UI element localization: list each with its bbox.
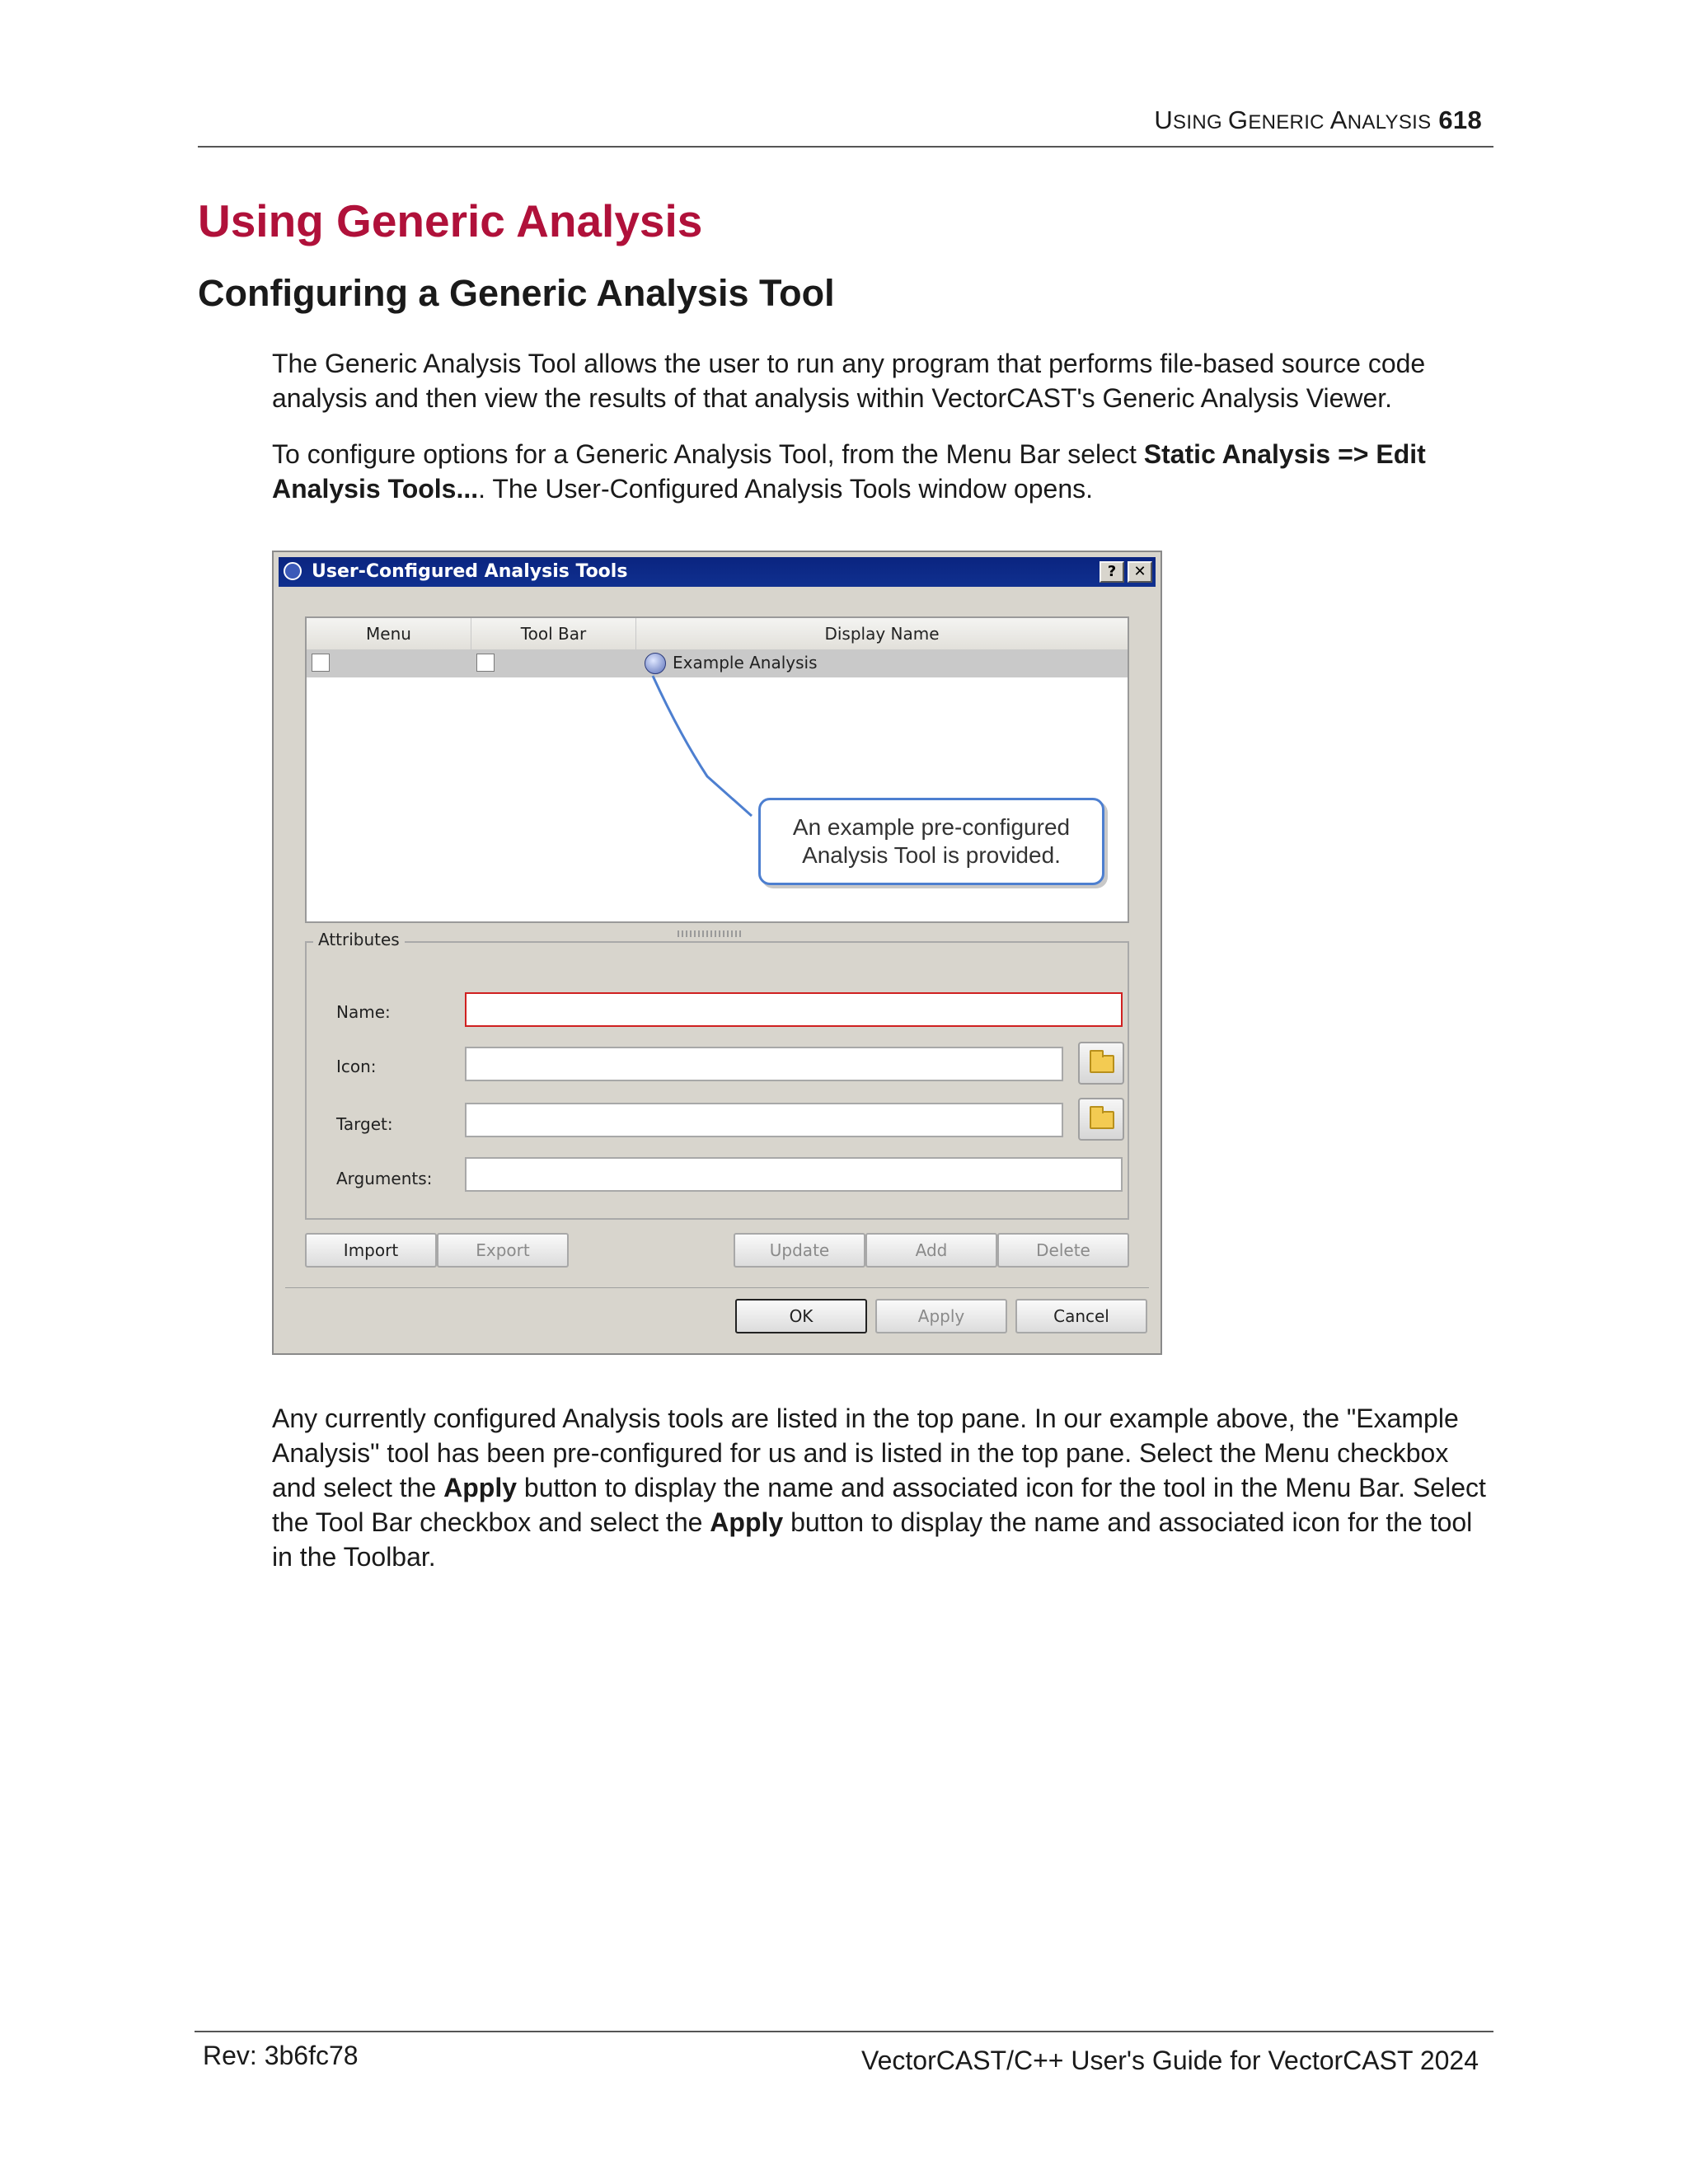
attributes-group — [305, 930, 1129, 1220]
page-title: Using Generic Analysis — [198, 195, 703, 246]
paragraph-text: button to display the name and associated icon for the tool in the Toolbar. — [272, 1507, 1473, 1572]
callout-note — [758, 798, 1104, 885]
arguments-field[interactable] — [465, 1157, 1123, 1192]
configure-paragraph — [272, 437, 1492, 506]
dialog-titlebar[interactable] — [279, 557, 1156, 587]
running-header-part: U — [1154, 105, 1174, 134]
paragraph-text: Any currently configured Analysis tools are listed in the top pane. In our example above, the "Example Analysis" tool has been pre-configured for us and is listed in the top pane. Select the Menu checkbox and select the — [272, 1404, 1459, 1502]
arguments-label: Arguments: — [336, 1169, 433, 1188]
apply-emphasis: Apply — [710, 1507, 784, 1537]
callout-line: An example pre-configured — [792, 814, 1071, 840]
folder-icon — [1090, 1111, 1114, 1129]
revision: Rev: 3b6fc78 — [203, 2041, 359, 2070]
icon-browse-button[interactable] — [1078, 1042, 1124, 1085]
paragraph-text: To configure options for a Generic Analysis Tool, from the Menu Bar select — [272, 439, 1144, 469]
paragraph-text: . The User-Configured Analysis Tools window opens. — [478, 474, 1094, 504]
ok-button[interactable]: OK — [735, 1299, 867, 1333]
section-title: Configuring a Generic Analysis Tool — [198, 272, 835, 314]
running-header-part: SING — [1173, 111, 1228, 134]
attributes-legend: Attributes — [313, 930, 405, 949]
close-button[interactable]: ✕ — [1128, 561, 1152, 583]
tools-table — [305, 616, 1129, 923]
dialog-divider — [285, 1287, 1149, 1288]
running-header-part: ENERIC — [1248, 111, 1330, 134]
running-header-part: A — [1329, 105, 1348, 134]
running-header — [1154, 105, 1482, 135]
intro-paragraph: The Generic Analysis Tool allows the user to run any program that performs file-based source code analysis and then view the results of that analysis within VectorCAST's Generic Analysis Viewer. — [272, 349, 1426, 413]
header-divider — [198, 146, 1493, 148]
help-button[interactable]: ? — [1100, 561, 1124, 583]
guide-title: VectorCAST/C++ User's Guide for VectorCAST 2024 — [861, 2046, 1479, 2075]
target-browse-button[interactable] — [1078, 1098, 1124, 1141]
menu-path: Static Analysis => Edit Analysis Tools... — [272, 439, 1426, 504]
footer-divider — [195, 2031, 1493, 2032]
running-header-part: NALYSIS — [1347, 111, 1432, 134]
export-button[interactable]: Export — [437, 1233, 569, 1268]
target-field[interactable] — [465, 1103, 1063, 1137]
callout-line: Analysis Tool is provided. — [802, 842, 1061, 868]
cancel-button[interactable]: Cancel — [1015, 1299, 1147, 1333]
paragraph-text: button to display the name and associated icon for the tool in the Menu Bar. Select the Tool Bar checkbox and select the — [272, 1473, 1486, 1537]
dialog-title: User-Configured Analysis Tools — [312, 561, 628, 582]
update-button[interactable]: Update — [734, 1233, 865, 1268]
display-name-cell: Example Analysis — [673, 653, 818, 673]
folder-icon — [1090, 1055, 1114, 1073]
page-number: 618 — [1438, 105, 1482, 134]
apply-button[interactable]: Apply — [875, 1299, 1007, 1333]
running-header-part: G — [1227, 105, 1249, 134]
user-configured-analysis-tools-dialog — [272, 551, 1162, 1355]
icon-label: Icon: — [336, 1057, 377, 1076]
app-icon — [284, 562, 302, 580]
column-header-display-name[interactable]: Display Name — [824, 624, 940, 644]
column-header-menu[interactable]: Menu — [307, 618, 471, 649]
add-button[interactable]: Add — [865, 1233, 997, 1268]
import-button[interactable]: Import — [305, 1233, 437, 1268]
column-header-toolbar[interactable]: Tool Bar — [471, 618, 636, 649]
target-label: Target: — [336, 1114, 393, 1134]
name-field[interactable] — [465, 992, 1123, 1027]
pane-splitter-handle[interactable] — [678, 925, 752, 931]
delete-button[interactable]: Delete — [997, 1233, 1129, 1268]
usage-paragraph — [272, 1401, 1492, 1574]
name-label: Name: — [336, 1002, 391, 1022]
apply-emphasis: Apply — [443, 1473, 518, 1502]
icon-field[interactable] — [465, 1047, 1063, 1081]
